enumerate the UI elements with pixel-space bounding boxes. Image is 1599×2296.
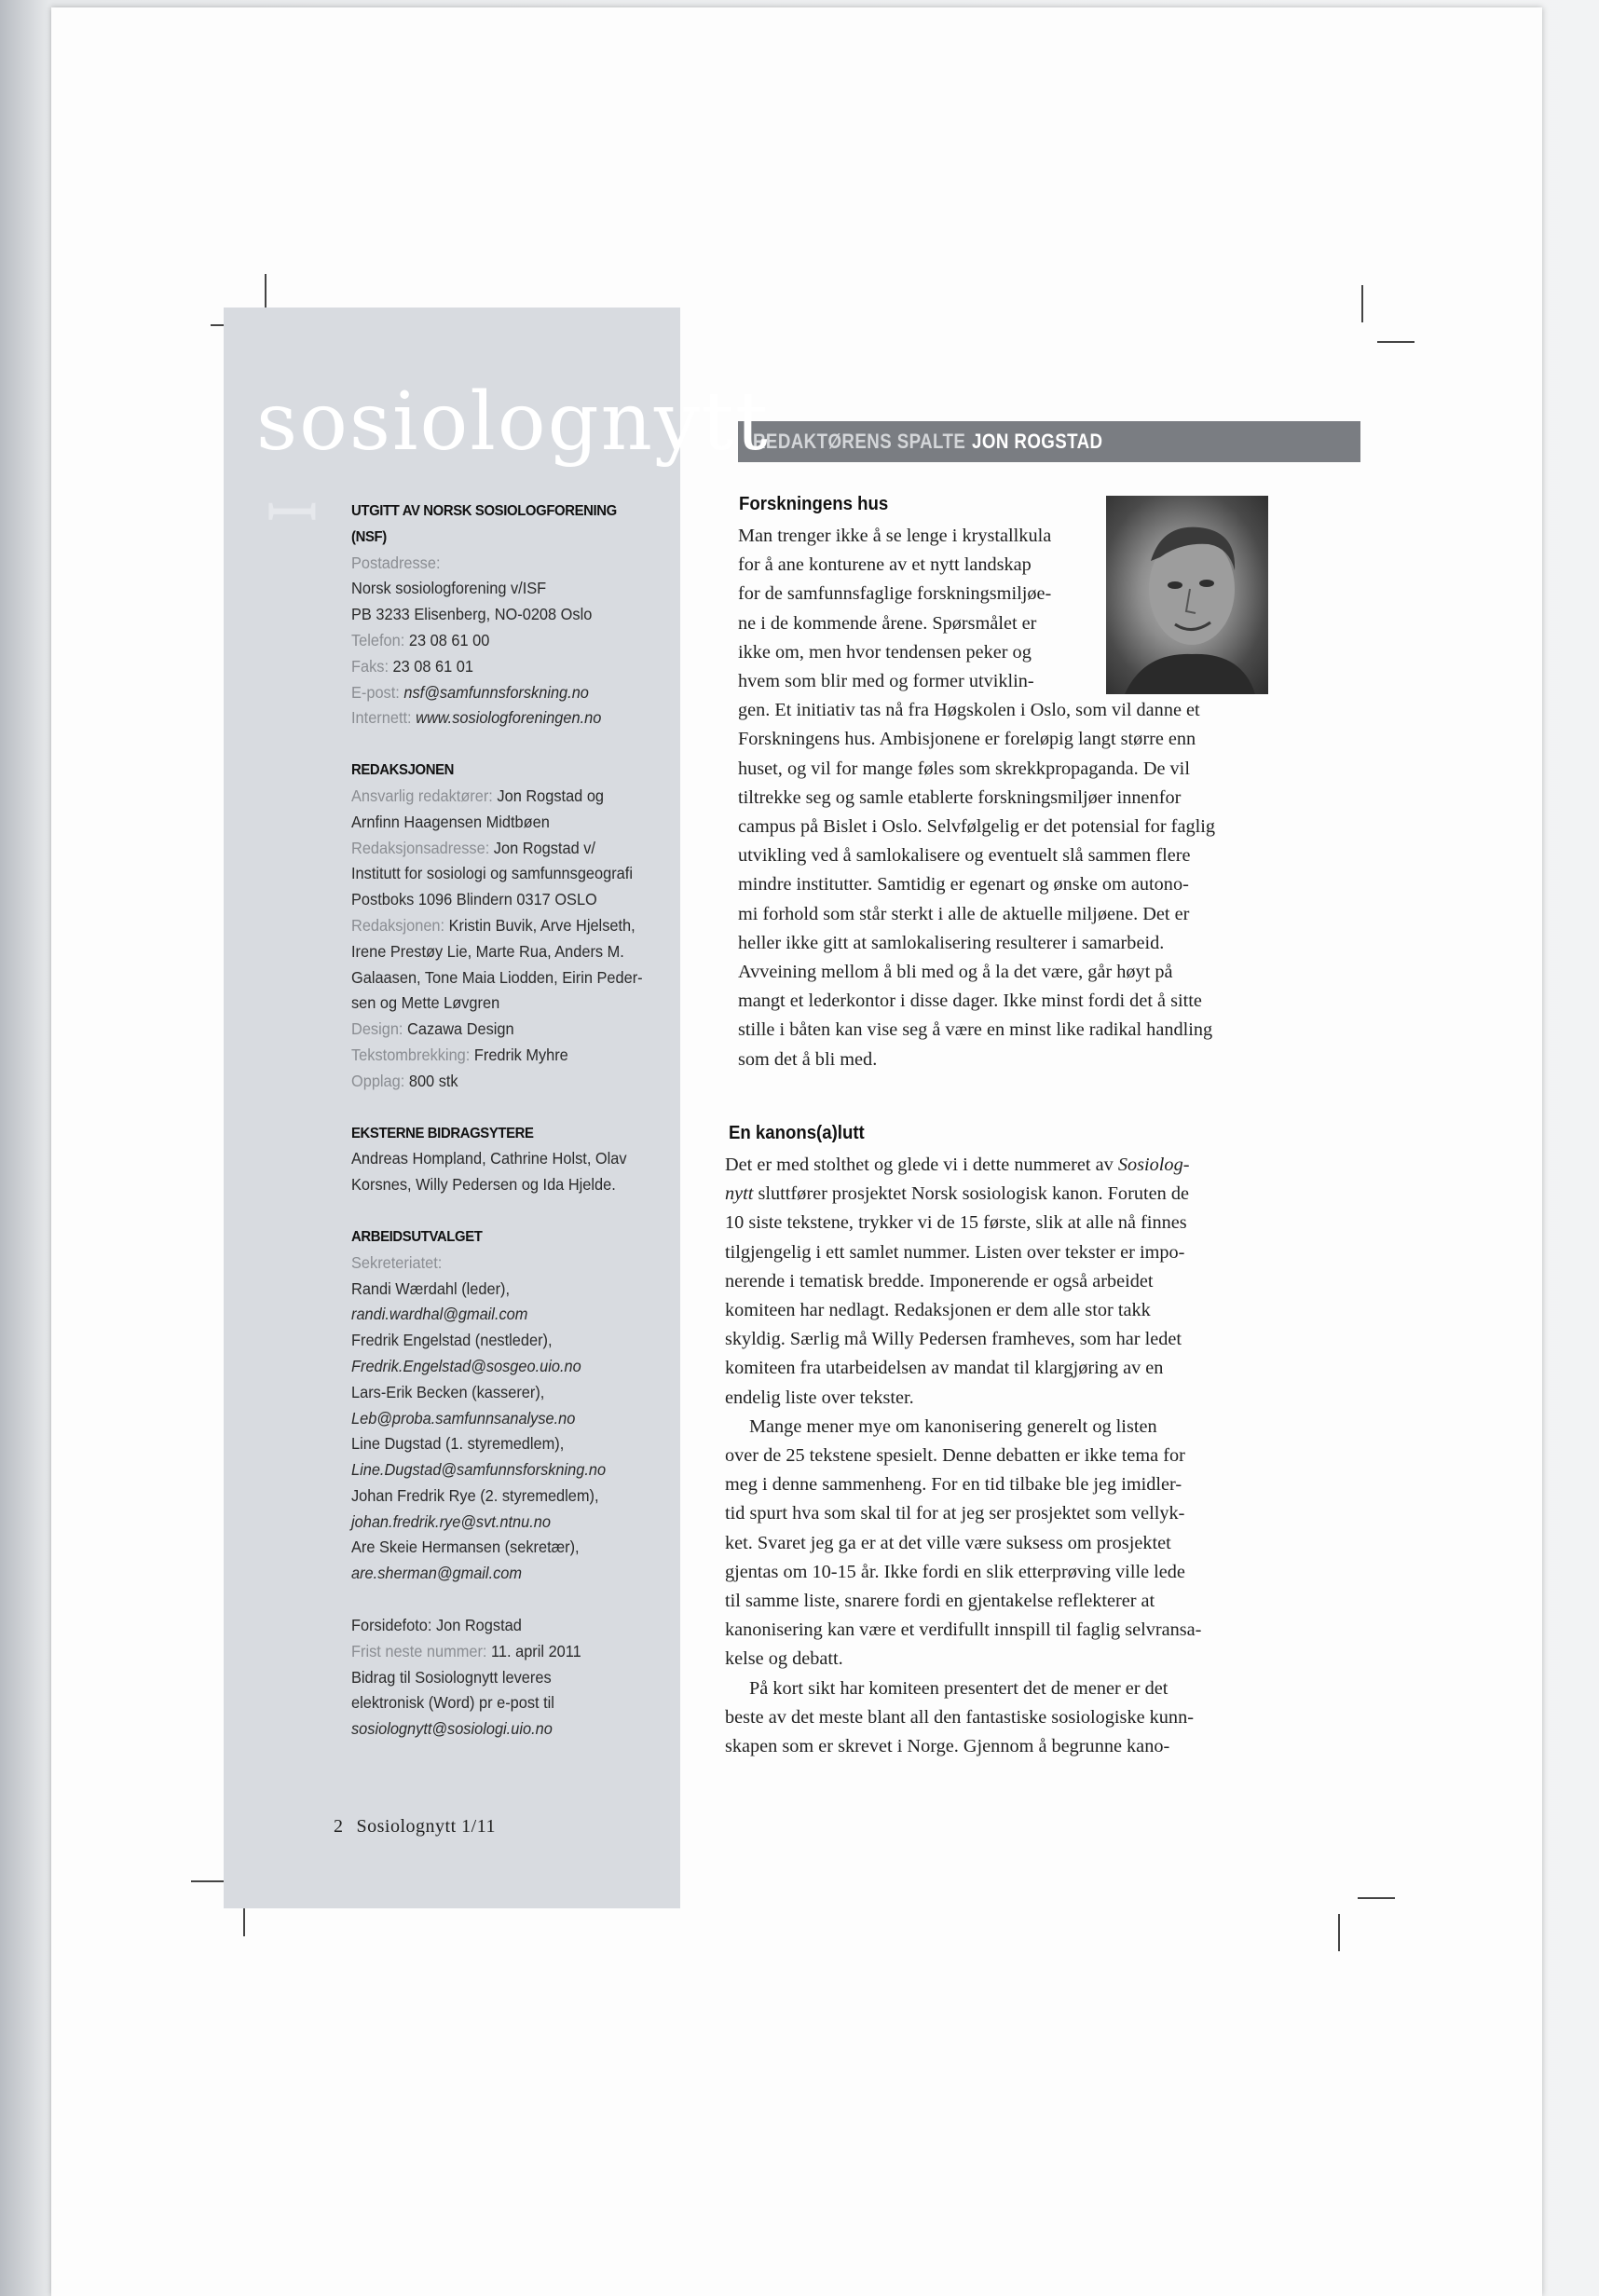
- text-line: utvikling ved å samlokalisere og eventuelt slå sammen flere: [738, 845, 1191, 867]
- text-line: tilgjengelig i ett samlet nummer. Listen over tekster er impo-: [725, 1241, 1185, 1263]
- member-email[interactable]: Line.Dugstad@samfunnsforskning.no: [351, 1460, 607, 1480]
- text-line: komiteen fra utarbeidelsen av mandat til klargjøring av en: [725, 1358, 1164, 1379]
- issue-label: Sosiolognytt 1/11: [356, 1816, 496, 1837]
- staff-value: sen og Mette Løvgren: [351, 993, 500, 1013]
- magazine-title: nytt: [725, 1183, 754, 1205]
- text-line: beste av det meste blant all den fantastiske sosiologiske kunn-: [725, 1706, 1194, 1728]
- column-author: JON ROGSTAD: [972, 430, 1103, 453]
- text-line: Avveining mellom å bli med og å la det være, går høyt på: [738, 962, 1173, 983]
- editor-label: Ansvarlig redaktører:: [351, 786, 493, 805]
- text-line: tid spurt hva som skal til for at jeg ser prosjektet som vellyk-: [725, 1503, 1185, 1524]
- text-line: Forskningens hus. Ambisjonene er foreløpig langt større enn: [738, 729, 1196, 750]
- text-line: kelse og debatt.: [725, 1648, 843, 1670]
- text-line: som det å bli med.: [738, 1048, 878, 1070]
- submission-email[interactable]: sosiolognytt@sosiologi.uio.no: [351, 1719, 553, 1739]
- text-line: skyldig. Særlig må Willy Pedersen framheves, som har ledet: [725, 1329, 1182, 1350]
- address-value: Postboks 1096 Blindern 0317 OSLO: [351, 890, 597, 909]
- article-paragraph-2: [725, 1151, 1284, 1761]
- editorial-heading: REDAKSJONEN: [351, 762, 455, 779]
- web-label: Internett:: [351, 708, 412, 728]
- committee-heading: ARBEIDSUTVALGET: [351, 1228, 483, 1245]
- text-line: ket. Svaret jeg ga er at det ville være suksess om prosjektet: [725, 1532, 1171, 1553]
- editor-value: Jon Rogstad og: [497, 786, 605, 805]
- member-email[interactable]: randi.wardhal@gmail.com: [351, 1305, 528, 1324]
- text-line: 10 siste tekstene, trykker vi de 15 første, slik at alle nå finnes: [725, 1212, 1187, 1234]
- deadline-label: Frist neste nummer:: [351, 1641, 487, 1660]
- text-line: heller ikke gitt at samlokalisering resulterer i samarbeid.: [738, 932, 1165, 953]
- design-value: Cazawa Design: [407, 1019, 514, 1039]
- text-line: Mange mener mye om kanonisering generelt og listen: [749, 1415, 1157, 1437]
- contributors-value: Korsnes, Willy Pedersen og Ida Hjelde.: [351, 1175, 616, 1195]
- member-email[interactable]: are.sherman@gmail.com: [351, 1564, 523, 1583]
- background-watermark: ꟷ: [266, 475, 319, 552]
- fax-value: 23 08 61 01: [392, 656, 473, 676]
- layout-label: Tekstombrekking:: [351, 1045, 471, 1064]
- member-email[interactable]: Fredrik.Engelstad@sosgeo.uio.no: [351, 1356, 581, 1375]
- text-line: tiltrekke seg og samle etablerte forskningsmiljøer innenfor: [738, 786, 1182, 808]
- member-email[interactable]: Leb@proba.samfunnsanalyse.no: [351, 1408, 576, 1428]
- text-line: huset, og vil for mange føles som skrekkpropaganda. De vil: [738, 758, 1190, 779]
- text-line: nerende i tematisk bredde. Imponerende er også arbeidet: [725, 1270, 1154, 1292]
- text-line: til samme liste, snarere fordi en gjentakelse reflekterer at: [725, 1591, 1155, 1612]
- text-line: kanonisering kan være et verdifullt innspill til faglig selvransa-: [725, 1620, 1202, 1641]
- secretariat-label: Sekreteriatet:: [351, 1252, 443, 1272]
- email-link[interactable]: nsf@samfunnsforskning.no: [403, 682, 589, 702]
- submission-info: elektronisk (Word) pr e-post til: [351, 1693, 554, 1713]
- portrait-icon: [1106, 496, 1268, 694]
- staff-value: Galaasen, Tone Maia Liodden, Eirin Peder-: [351, 967, 643, 987]
- crop-mark: [1361, 285, 1363, 322]
- staff-value: Kristin Buvik, Arve Hjelseth,: [448, 915, 636, 935]
- address-label: Redaksjonsadresse:: [351, 838, 490, 857]
- crop-mark: [1377, 341, 1414, 343]
- text-line: På kort sikt har komiteen presentert det de mener er det: [749, 1677, 1168, 1699]
- email-label: E-post:: [351, 682, 400, 702]
- text-line: mi forhold som står sterkt i alle de aktuelle miljøene. Det er: [738, 903, 1190, 924]
- text-line: for å ane konturene av et nytt landskap: [738, 554, 1032, 576]
- design-label: Design:: [351, 1019, 403, 1039]
- text-line: gjentas om 10-15 år. Ikke fordi en slik etterprøving ville lede: [725, 1561, 1185, 1582]
- postal-line: PB 3233 Elisenberg, NO-0208 Oslo: [351, 605, 593, 624]
- column-banner: [738, 421, 1360, 462]
- text-line: gen. Et initiativ tas nå fra Høgskolen i Oslo, som vil danne et: [738, 700, 1200, 721]
- member-line: Fredrik Engelstad (nestleder),: [351, 1331, 553, 1350]
- column-label: REDAKTØRENS SPALTE: [753, 430, 966, 453]
- staff-value: Irene Prestøy Lie, Marte Rua, Anders M.: [351, 941, 624, 961]
- article-paragraph-1: [738, 522, 1215, 1074]
- member-line: Are Skeie Hermansen (sekretær),: [351, 1538, 580, 1557]
- crop-mark: [1358, 1897, 1395, 1899]
- text-line: meg i denne sammenheng. For en tid tilbake ble jeg imidler-: [725, 1474, 1182, 1496]
- text-span: Det er med stolthet og glede vi i dette nummeret av: [725, 1155, 1118, 1175]
- crop-mark: [265, 274, 266, 311]
- address-value: Institutt for sosiologi og samfunnsgeografi: [351, 864, 633, 883]
- text-line: mangt et lederkontor i disse dager. Ikke minst fordi det å sitte: [738, 991, 1202, 1012]
- contributors-heading: EKSTERNE BIDRAGSYTERE: [351, 1125, 534, 1141]
- article-heading-1: Forskningens hus: [739, 494, 889, 514]
- article-heading-2: En kanons(a)lutt: [729, 1123, 865, 1143]
- member-line: Line Dugstad (1. styremedlem),: [351, 1434, 565, 1454]
- submission-info: Bidrag til Sosiolognytt leveres: [351, 1667, 552, 1687]
- member-email[interactable]: johan.fredrik.rye@svt.ntnu.no: [351, 1511, 551, 1531]
- address-value: Jon Rogstad v/: [493, 838, 595, 857]
- text-line: mindre institutter. Samtidig er egenart og ønske om autono-: [738, 874, 1189, 895]
- member-line: Randi Wærdahl (leder),: [351, 1278, 511, 1298]
- editor-value: Arnfinn Haagensen Midtbøen: [351, 812, 550, 831]
- text-line: campus på Bislet i Oslo. Selvfølgelig er det potensial for faglig: [738, 816, 1215, 838]
- deadline-value: 11. april 2011: [491, 1641, 581, 1660]
- postal-label: Postadresse:: [351, 553, 441, 572]
- text-line: [725, 1151, 1284, 1180]
- text-line: [725, 1180, 1284, 1209]
- page-folio: [334, 1816, 509, 1838]
- text-span: sluttfører prosjektet Norsk sosiologisk kanon. Foruten de: [753, 1183, 1189, 1205]
- text-line: stille i båten kan vise seg å være en minst like radikal handling: [738, 1019, 1213, 1041]
- text-line: endelig liste over tekster.: [725, 1387, 914, 1408]
- web-link[interactable]: www.sosiologforeningen.no: [416, 708, 602, 728]
- phone-value: 23 08 61 00: [408, 630, 490, 649]
- masthead-info: [351, 499, 655, 1742]
- text-line: hvem som blir med og former utviklin-: [738, 671, 1034, 692]
- phone-label: Telefon:: [351, 630, 405, 649]
- text-line: Man trenger ikke å se lenge i krystallkula: [738, 526, 1052, 546]
- text-line: skapen som er skrevet i Norge. Gjennom å begrunne kano-: [725, 1736, 1170, 1757]
- text-line: over de 25 tekstene spesielt. Denne debatten er ikke tema for: [725, 1445, 1185, 1467]
- text-line: ne i de kommende årene. Spørsmålet er: [738, 612, 1037, 634]
- member-line: Lars-Erik Becken (kasserer),: [351, 1382, 545, 1401]
- text-line: for de samfunnsfaglige forskningsmiljøe-: [738, 583, 1052, 605]
- fax-label: Faks:: [351, 656, 390, 676]
- magazine-title: Sosiolog-: [1117, 1155, 1190, 1175]
- page-number: 2: [334, 1816, 344, 1837]
- member-line: Johan Fredrik Rye (2. styremedlem),: [351, 1485, 599, 1505]
- layout-value: Fredrik Myhre: [473, 1045, 568, 1064]
- print-label: Opplag:: [351, 1071, 405, 1090]
- contributors-value: Andreas Hompland, Cathrine Holst, Olav: [351, 1149, 627, 1168]
- text-line: komiteen har nedlagt. Redaksjonen er dem alle stor takk: [725, 1300, 1151, 1321]
- portrait-photo: [1106, 496, 1268, 694]
- print-value: 800 stk: [408, 1071, 458, 1090]
- publisher-heading: UTGITT AV NORSK SOSIOLOGFORENING (NSF): [351, 503, 617, 545]
- text-line: ikke om, men hvor tendensen peker og: [738, 641, 1032, 663]
- staff-label: Redaksjonen:: [351, 915, 445, 935]
- masthead-title: sosiolognytt: [256, 376, 770, 469]
- postal-line: Norsk sosiologforening v/ISF: [351, 579, 547, 598]
- crop-mark: [191, 1880, 228, 1882]
- crop-mark: [1338, 1914, 1340, 1951]
- cover-photo-credit: Forsidefoto: Jon Rogstad: [351, 1616, 522, 1635]
